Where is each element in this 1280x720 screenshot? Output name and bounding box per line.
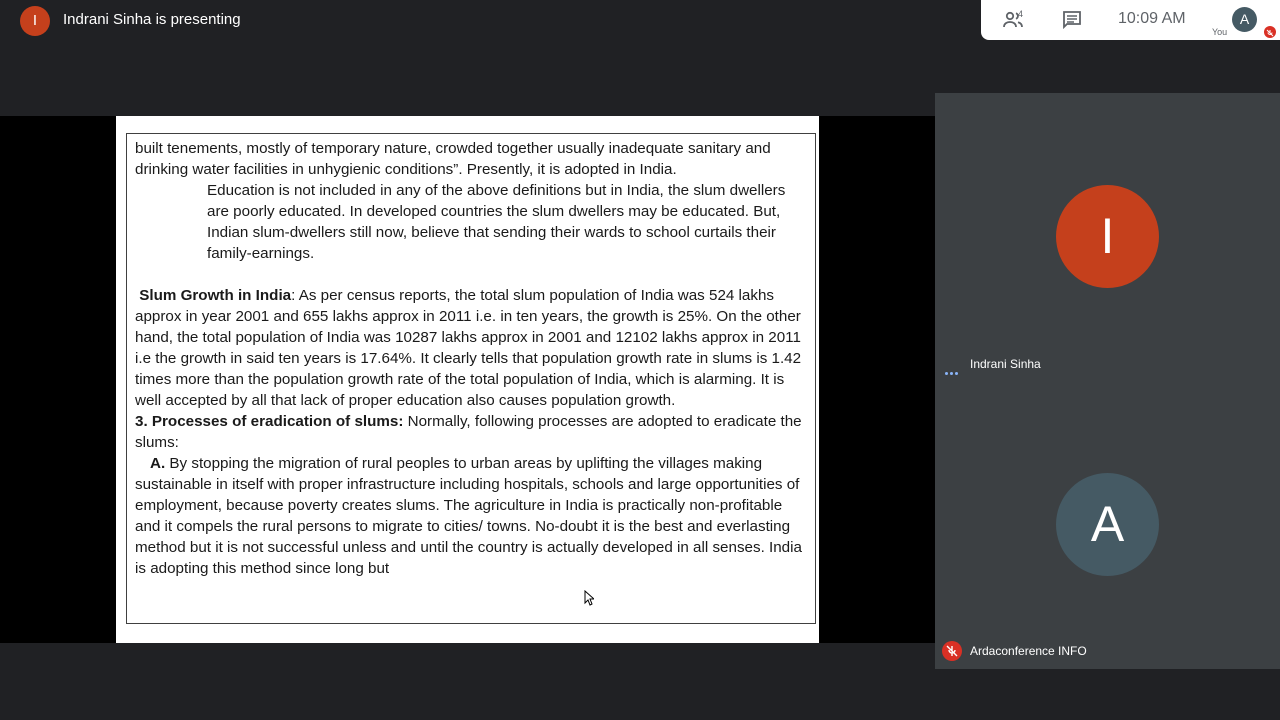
- slide-paragraph-text: By stopping the migration of rural peoples to urban areas by uplifting the villages making sustainable in itself with proper infrastructure including hospitals, schools and large opportunities of employment, because poverty creates slums. The agriculture in India is practically non-profitable and it compels the rural persons to migrate to cities/ towns. No-doubt it is the best and everlasting method but it is not successful unless and until the country is actually developed in all senses. India is adopting this method since long but: [135, 455, 802, 577]
- participant-tile[interactable]: [935, 380, 1280, 669]
- meeting-info-panel: [981, 0, 1280, 40]
- slide-text: [135, 138, 811, 579]
- you-label: You: [1212, 27, 1228, 37]
- slide-paragraph: [135, 453, 811, 579]
- chat-icon[interactable]: [1060, 8, 1084, 32]
- slide-paragraph: [135, 285, 811, 411]
- self-avatar[interactable]: A: [1232, 7, 1257, 32]
- slide-paragraph: [135, 180, 811, 264]
- list-marker: A.: [150, 455, 166, 472]
- slide-paragraph-text: Education is not included in any of the above definitions but in India, the slum dwellers are poorly educated. In developed countries the slum dwellers may be educated. But, Indian slum-dwellers still now, believe that sending their wards to school curtails their family-earnings.: [207, 182, 786, 262]
- more-options-icon[interactable]: [945, 362, 960, 380]
- participant-avatar: A: [1056, 473, 1159, 576]
- slide-heading: Slum Growth in India: [139, 287, 292, 304]
- participant-avatar: I: [1056, 185, 1159, 288]
- shared-slide: [116, 116, 819, 643]
- clock-time: 10:09 AM: [1118, 10, 1186, 27]
- mic-off-icon: [1264, 26, 1276, 38]
- mouse-pointer-icon: [584, 590, 594, 606]
- slide-paragraph-text: Normally, following processes are adopted to eradicate the slums:: [135, 413, 802, 451]
- participant-tiles: [935, 93, 1280, 669]
- slide-paragraph-text: : As per census reports, the total slum population of India was 524 lakhs approx in year 2001 and 655 lakhs approx in 2011 i.e. in ten years, the growth is 25%. On the other hand, the total population of India was 10287 lakhs approx in 2001 and 12102 lakhs approx in 2011 i.e the growth in said ten years is 17.64%. It clearly tells that population growth rate in slums is 1.42 times more than the population growth rate of the total population of India, which is alarming. It is well accepted by all that lack of proper education also causes population growth.: [135, 287, 802, 409]
- presenter-avatar: I: [20, 6, 50, 36]
- participant-tile[interactable]: [935, 93, 1280, 379]
- slide-paragraph: [135, 411, 811, 453]
- slide-paragraph: built tenements, mostly of temporary nature, crowded together usually inadequate sanitary and drinking water facilities in unhygienic conditions”. Presently, it is adopted in India.: [135, 140, 771, 178]
- participants-count: 4: [1018, 9, 1024, 19]
- slide-heading: 3. Processes of eradication of slums:: [135, 413, 404, 430]
- participant-name: Ardaconference INFO: [970, 644, 1087, 658]
- presenting-banner: Indrani Sinha is presenting: [63, 11, 241, 28]
- mic-off-icon: [942, 641, 962, 661]
- participant-name: Indrani Sinha: [970, 357, 1041, 371]
